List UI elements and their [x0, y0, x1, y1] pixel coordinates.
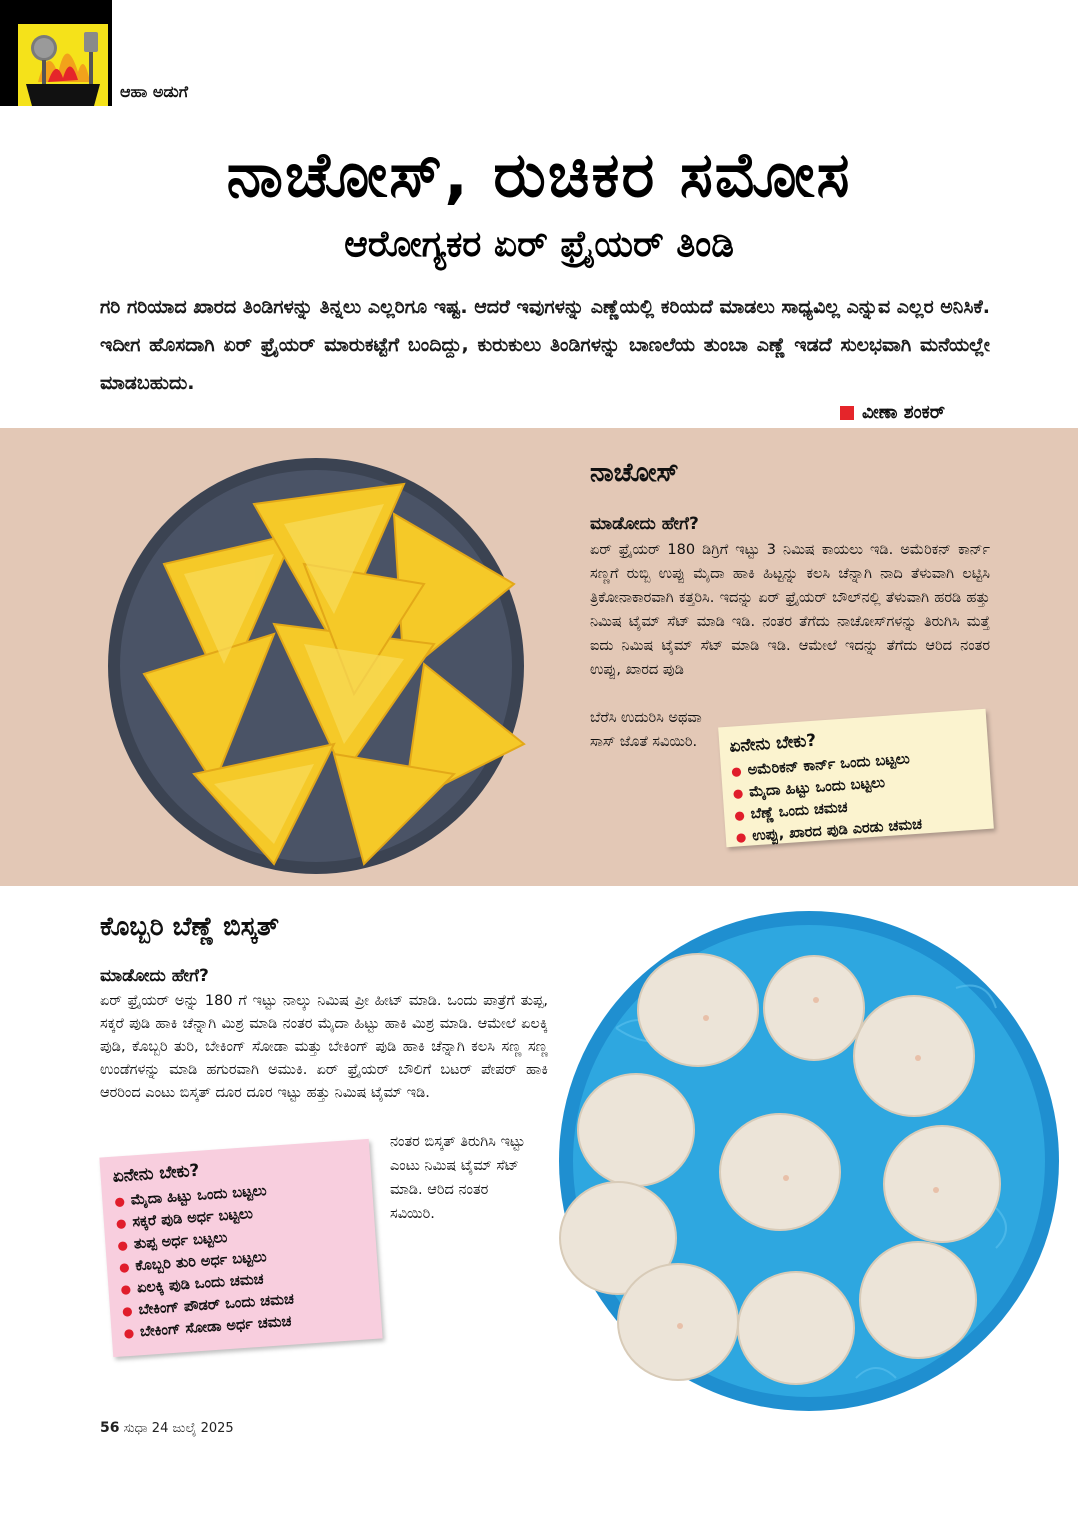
section-label: ಆಹಾ ಅಡುಗೆ	[120, 82, 188, 101]
author-name: ವೀಣಾ ಶಂಕರ್	[862, 402, 946, 423]
page-footer	[100, 1420, 234, 1436]
nachos-ingredients-note	[718, 709, 994, 847]
page-number: 56	[100, 1420, 120, 1436]
list-item: ● ಸಕ್ಕರೆ ಪುಡಿ ಅರ್ಧ ಬಟ್ಟಲು	[115, 1196, 362, 1235]
biscuit-ingredients-note	[99, 1139, 382, 1357]
list-item: ● ಕೊಬ್ಬರಿ ತುರಿ ಅರ್ಧ ಬಟ್ಟಲು	[118, 1239, 365, 1278]
list-item: ● ಬೆಣ್ಣೆ ಒಂದು ಚಮಚ	[734, 787, 983, 826]
nachos-photo	[104, 444, 534, 874]
nachos-ingredients-heading: ಏನೇನು ಬೇಕು?	[728, 730, 817, 757]
biscuit-title: ಕೊಬ್ಬರಿ ಬೆಣ್ಣೆ ಬಿಸ್ಕತ್	[100, 912, 280, 942]
list-item: ● ಉಪ್ಪು, ಖಾರದ ಪುಡಿ ಎರಡು ಚಮಚ	[735, 809, 984, 848]
biscuit-photo	[556, 908, 1062, 1414]
list-item: ● ಮೈದಾ ಹಿಟ್ಟು ಒಂದು ಬಟ್ಟಲು	[114, 1174, 361, 1213]
list-item: ● ಏಲಕ್ಕಿ ಪುಡಿ ಒಂದು ಚಮಚ	[120, 1261, 367, 1300]
list-item: ● ಬೇಕಿಂಗ್ ಪೌಡರ್ ಒಂದು ಚಮಚ	[121, 1283, 368, 1322]
list-item: ● ಅಮೆರಿಕನ್ ಕಾರ್ನ್ ಒಂದು ಬಟ್ಟಲು	[730, 743, 979, 782]
cooking-logo-icon	[18, 24, 108, 106]
nachos-method-tail: ಬೆರೆಸಿ ಉದುರಿಸಿ ಅಥವಾ ಸಾಸ್ ಜೊತೆ ಸವಿಯಿರಿ.	[590, 710, 702, 750]
issue-date: 24 ಜುಲೈ 2025	[151, 1421, 234, 1436]
author-marker-icon	[840, 406, 854, 420]
nachos-title: ನಾಚೋಸ್	[590, 458, 679, 488]
biscuit-ingredients-heading: ಏನೇನು ಬೇಕು?	[112, 1160, 201, 1187]
biscuit-method-heading: ಮಾಡೋದು ಹೇಗೆ?	[100, 966, 209, 986]
list-item: ● ತುಪ್ಪ ಅರ್ಧ ಬಟ್ಟಲು	[117, 1217, 364, 1256]
nachos-ingredients-list	[730, 743, 984, 848]
biscuit-ingredients-list	[114, 1174, 370, 1345]
intro-paragraph: ಗರಿ ಗರಿಯಾದ ಖಾರದ ತಿಂಡಿಗಳನ್ನು ತಿನ್ನಲು ಎಲ್ಲರಿಗೂ ಇಷ್ಟ. ಆದರೆ ಇವುಗಳನ್ನು ಎಣ್ಣೆಯಲ್ಲಿ ಕರಿಯದೆ ಮಾಡಲು ಸಾಧ್ಯವಿಲ್ಲ ಎನ್ನುವ ಎಲ್ಲರ ಅನಿಸಿಕೆ. ಇದೀಗ ಹೊಸದಾಗಿ ಏರ್ ಫ್ರೈಯರ್ ಮಾರುಕಟ್ಟೆಗೆ ಬಂದಿದ್ದು, ಕುರುಕುಲು ತಿಂಡಿಗಳನ್ನು ಬಾಣಲೆಯ ತುಂಬಾ ಎಣ್ಣೆ ಇಡದೆ ಸುಲಭವಾಗಿ ಮನೆಯಲ್ಲೇ ಮಾಡಬಹುದು.	[100, 296, 990, 394]
page-title: ನಾಚೋಸ್, ರುಚಿಕರ ಸಮೋಸ	[226, 138, 852, 211]
page-subtitle: ಆರೋಗ್ಯಕರ ಏರ್ ಫ್ರೈಯರ್ ತಿಂಡಿ	[344, 224, 734, 265]
biscuit-method-text: ಏರ್ ಫ್ರೈಯರ್ ಅನ್ನು 180 ಗೆ ಇಟ್ಟು ನಾಲ್ಕು ನಿಮಿಷ ಪ್ರೀ ಹೀಟ್ ಮಾಡಿ. ಒಂದು ಪಾತ್ರೆಗೆ ತುಪ್ಪ, ಸಕ್ಕರೆ ಪುಡಿ ಹಾಕಿ ಚೆನ್ನಾಗಿ ಮಿಶ್ರ ಮಾಡಿ ನಂತರ ಮೈದಾ ಹಿಟ್ಟು ಹಾಕಿ ಮಿಶ್ರ ಮಾಡಿ. ಆಮೇಲೆ ಏಲಕ್ಕಿ ಪುಡಿ, ಕೊಬ್ಬರಿ ತುರಿ, ಬೇಕಿಂಗ್ ಸೋಡಾ ಮತ್ತು ಬೇಕಿಂಗ್ ಪುಡಿ ಹಾಕಿ ಚೆನ್ನಾಗಿ ಕಲಸಿ ಸಣ್ಣ ಸಣ್ಣ ಉಂಡೆಗಳನ್ನು ಮಾಡಿ ಹಗುರವಾಗಿ ಅಮುಕಿ. ಏರ್ ಫ್ರೈಯರ್ ಬೌಲಿಗೆ ಬಟರ್ ಪೇಪರ್ ಹಾಕಿ ಆರರಿಂದ ಎಂಟು ಬಿಸ್ಕತ್ ದೂರ ದೂರ ಇಟ್ಟು ಹತ್ತು ನಿಮಿಷ ಟೈಮ್ ಇಡಿ.	[100, 993, 548, 1101]
biscuit-method-tail: ನಂತರ ಬಿಸ್ಕತ್ ತಿರುಗಿಸಿ ಇಟ್ಟು ಎಂಟು ನಿಮಿಷ ಟೈಮ್ ಸೆಟ್ ಮಾಡಿ. ಆರಿದ ನಂತರ ಸವಿಯಿರಿ.	[390, 1134, 526, 1222]
list-item: ● ಮೈದಾ ಹಿಟ್ಟು ಒಂದು ಬಟ್ಟಲು	[732, 765, 981, 804]
author-byline	[840, 402, 945, 423]
nachos-method-heading: ಮಾಡೋದು ಹೇಗೆ?	[590, 514, 699, 534]
section-logo	[0, 0, 112, 106]
list-item: ● ಬೇಕಿಂಗ್ ಸೋಡಾ ಅರ್ಧ ಚಮಚ	[123, 1305, 370, 1344]
nachos-method-text: ಏರ್ ಫ್ರೈಯರ್ 180 ಡಿಗ್ರಿಗೆ ಇಟ್ಟು 3 ನಿಮಿಷ ಕಾಯಲು ಇಡಿ. ಅಮೆರಿಕನ್ ಕಾರ್ನ್ ಸಣ್ಣಗೆ ರುಬ್ಬಿ ಉಪ್ಪು ಮೈದಾ ಹಾಕಿ ಹಿಟ್ಟನ್ನು ಕಲಸಿ ಚೆನ್ನಾಗಿ ನಾದಿ ತೆಳುವಾಗಿ ಲಟ್ಟಿಸಿ ತ್ರಿಕೋನಾಕಾರವಾಗಿ ಕತ್ತರಿಸಿ. ಇದನ್ನು ಏರ್ ಫ್ರೈಯರ್ ಬೌಲ್‌ನಲ್ಲಿ ತೆಳುವಾಗಿ ಹರಡಿ ಹತ್ತು ನಿಮಿಷ ಟೈಮ್ ಸೆಟ್ ಮಾಡಿ ಇಡಿ. ನಂತರ ತೆಗೆದು ನಾಚೋಸ್‌ಗಳನ್ನು ತಿರುಗಿಸಿ ಮತ್ತೆ ಐದು ನಿಮಿಷ ಟೈಮ್ ಸೆಟ್ ಮಾಡಿ ಇಡಿ. ಆಮೇಲೆ ಇದನ್ನು ತೆಗೆದು ಆರಿದ ನಂತರ ಉಪ್ಪು, ಖಾರದ ಪುಡಿ	[590, 542, 990, 678]
magazine-name: ಸುಧಾ	[123, 1421, 148, 1436]
